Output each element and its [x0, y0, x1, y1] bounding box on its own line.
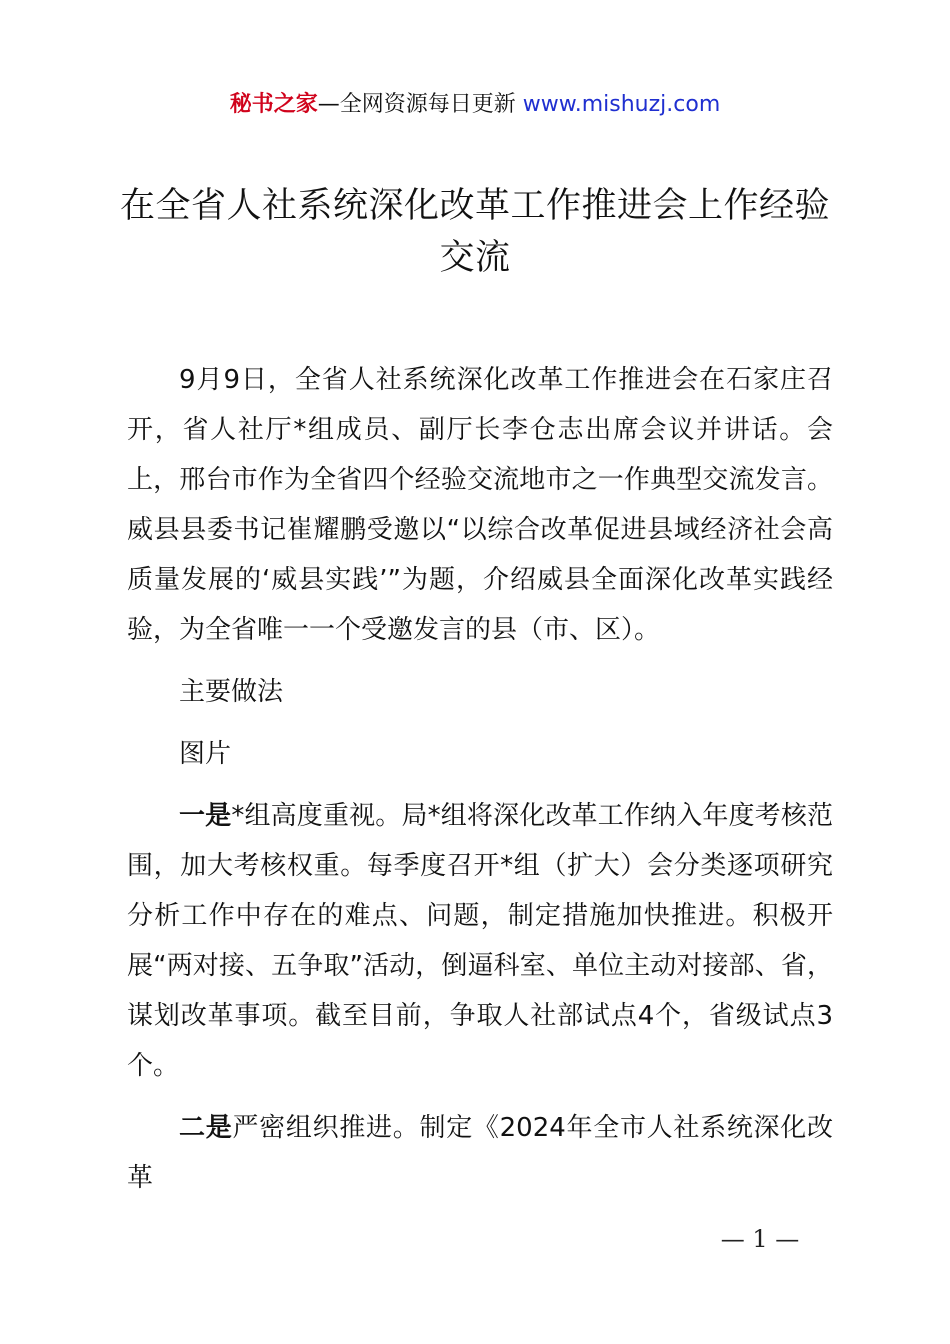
document-body — [127, 355, 833, 1203]
section-heading-main-practices — [127, 667, 833, 717]
site-header — [0, 88, 950, 122]
page-number: — 1 — — [720, 1225, 800, 1253]
document-title: 在全省人社系统深化改革工作推进会上作经验交流 — [119, 186, 830, 278]
image-placeholder-label — [127, 729, 833, 779]
point-one-lead: 一是 — [179, 801, 232, 831]
section-heading-text: 主要做法 — [179, 677, 284, 707]
header-tagline: —全网资源每日更新 — [317, 92, 523, 117]
brand-name: 秘书之家 — [229, 92, 318, 117]
point-two-text: 严密组织推进。制定《2024年全市人社系统深化改革 — [127, 1113, 833, 1193]
point-one-text: *组高度重视。局*组将深化改革工作纳入年度考核范围，加大考核权重。每季度召开*组（扩大）会分类逐项研究分析工作中存在的难点、问题，制定措施加快推进。积极开展“两对接、五争取”活动，倒逼科室、单位主动对接部、省，谋划改革事项。截至目前，争取人社部试点4个，省级试点3个。 — [127, 801, 833, 1081]
point-two-paragraph — [127, 1103, 833, 1203]
intro-paragraph-text: 9月9日，全省人社系统深化改革工作推进会在石家庄召开，省人社厅*组成员、副厅长李仓志出席会议并讲话。会上，邢台市作为全省四个经验交流地市之一作典型交流发言。威县县委书记崔耀鹏受邀以“以综合改革促进县域经济社会高质量发展的‘威县实践’”为题，介绍威县全面深化改革实践经验，为全省唯一一个受邀发言的县（市、区）。 — [127, 365, 833, 645]
intro-paragraph — [127, 355, 833, 655]
site-url-link[interactable]: www.mishuzj.com — [522, 92, 721, 117]
image-label-text: 图片 — [179, 739, 232, 769]
point-one-paragraph — [127, 791, 833, 1091]
point-two-lead: 二是 — [179, 1113, 233, 1143]
